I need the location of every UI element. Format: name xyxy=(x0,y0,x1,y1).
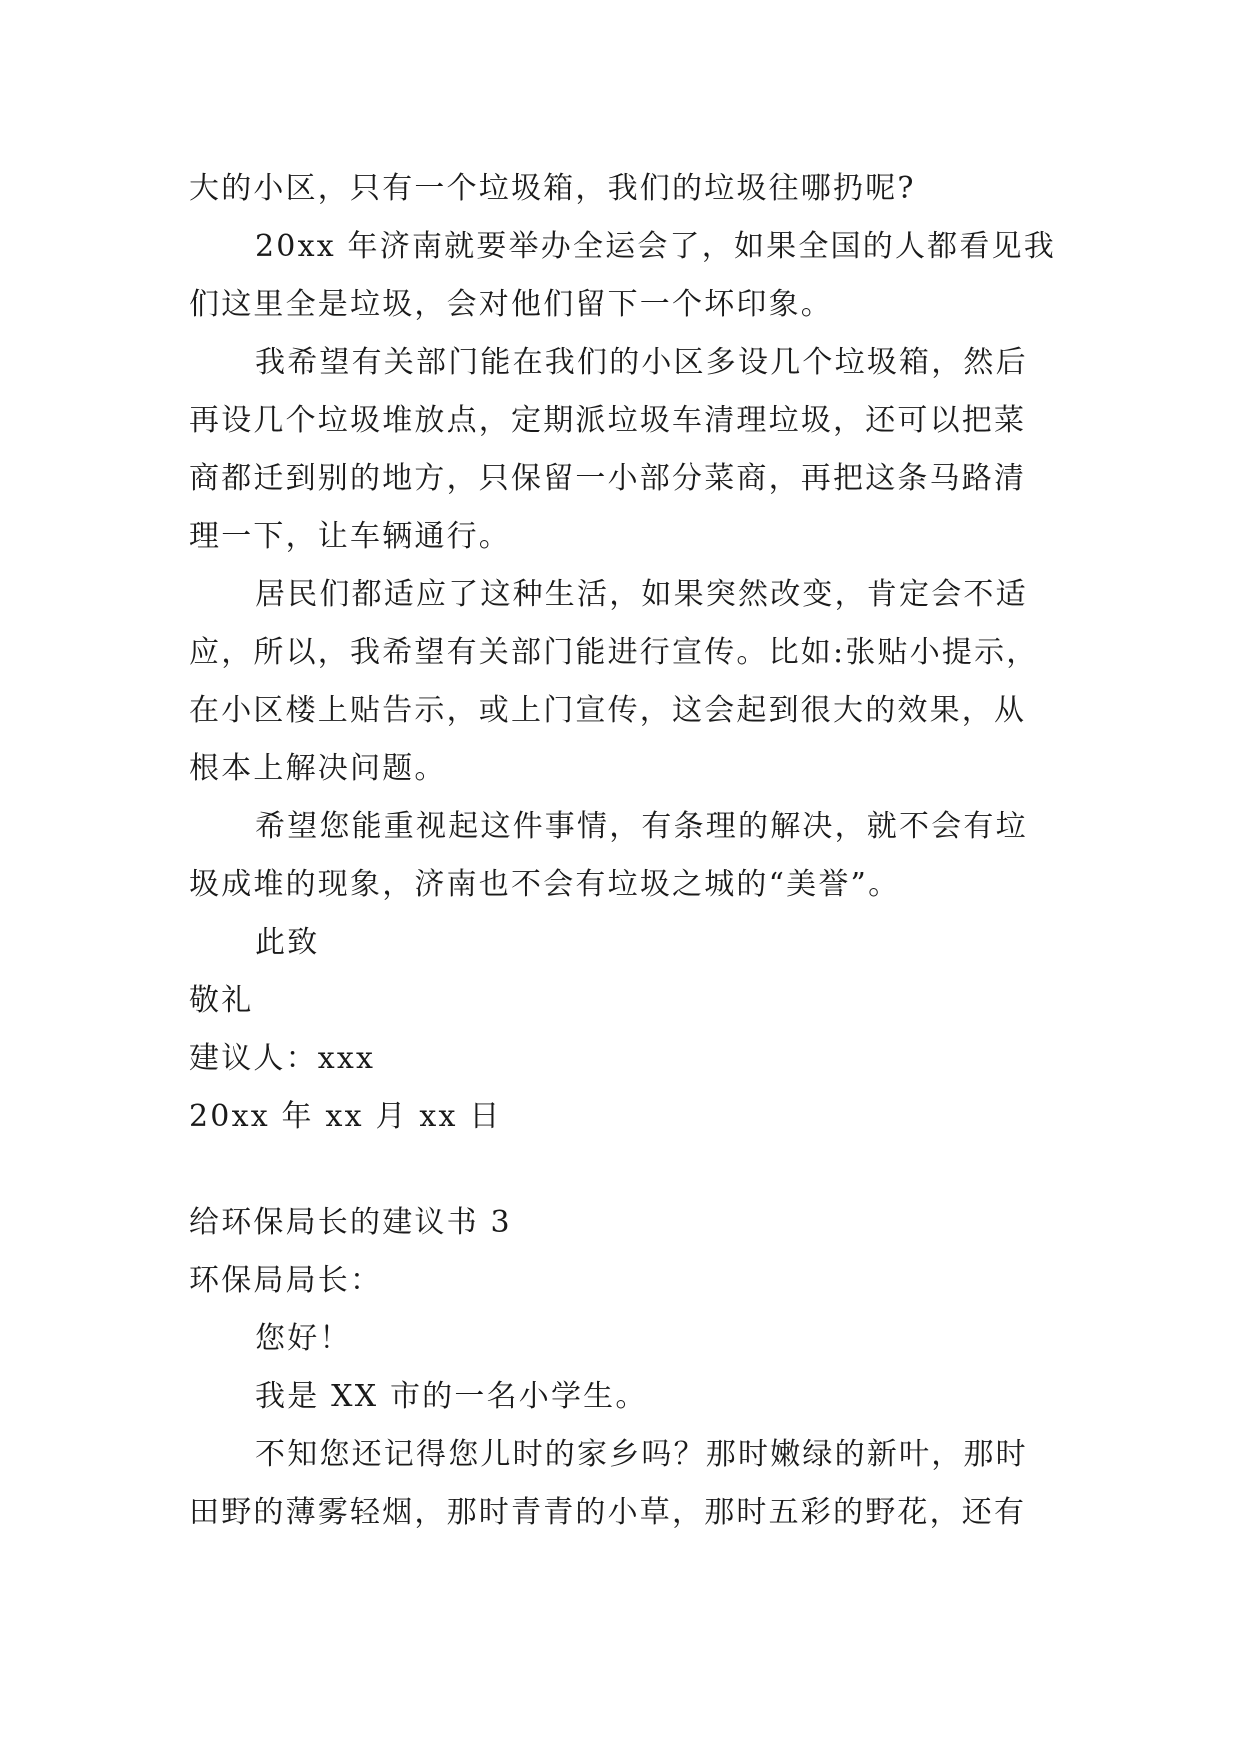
paragraph-line: 商都迁到别的地方，只保留一小部分菜商，再把这条马路清 xyxy=(189,461,1027,496)
document-page xyxy=(189,160,1055,1542)
letter-2-body xyxy=(189,160,1055,1146)
paragraph-line: 不知您还记得您儿时的家乡吗？那时嫩绿的新叶，那时 xyxy=(255,1437,1028,1472)
greeting-line: 您好！ xyxy=(255,1321,352,1356)
closing-salute: 敬礼 xyxy=(189,983,254,1018)
letter-title: 给环保局长的建议书 3 xyxy=(189,1205,512,1240)
closing-phrase: 此致 xyxy=(255,925,320,960)
paragraph-line: 再设几个垃圾堆放点，定期派垃圾车清理垃圾，还可以把菜 xyxy=(189,403,1027,438)
paragraph-line: 圾成堆的现象，济南也不会有垃圾之城的“美誉”。 xyxy=(189,867,901,902)
paragraph-line: 根本上解决问题。 xyxy=(189,751,447,786)
paragraph-line: 希望您能重视起这件事情，有条理的解决，就不会有垃 xyxy=(255,809,1028,844)
paragraph-line: 应，所以，我希望有关部门能进行宣传。比如:张贴小提示， xyxy=(189,635,1039,670)
date-line: 20xx 年 xx 月 xx 日 xyxy=(189,1099,502,1134)
paragraph-line: 理一下，让车辆通行。 xyxy=(189,519,511,554)
paragraph-line: 我希望有关部门能在我们的小区多设几个垃圾箱，然后 xyxy=(255,345,1028,380)
paragraph-line: 我是 XX 市的一名小学生。 xyxy=(255,1379,648,1414)
paragraph-line: 居民们都适应了这种生活，如果突然改变，肯定会不适 xyxy=(255,577,1028,612)
paragraph-line: 们这里全是垃圾，会对他们留下一个坏印象。 xyxy=(189,287,833,322)
paragraph-line: 田野的薄雾轻烟，那时青青的小草，那时五彩的野花，还有 xyxy=(189,1495,1027,1530)
paragraph-line: 大的小区，只有一个垃圾箱，我们的垃圾往哪扔呢? xyxy=(189,171,916,206)
section-gap xyxy=(189,1146,1055,1194)
signature-line: 建议人：xxx xyxy=(189,1041,376,1076)
letter-3-body xyxy=(189,1194,1055,1542)
paragraph-line: 在小区楼上贴告示，或上门宣传，这会起到很大的效果，从 xyxy=(189,693,1027,728)
paragraph-line: 20xx 年济南就要举办全运会了，如果全国的人都看见我 xyxy=(255,229,1056,264)
salutation: 环保局局长： xyxy=(189,1263,383,1298)
